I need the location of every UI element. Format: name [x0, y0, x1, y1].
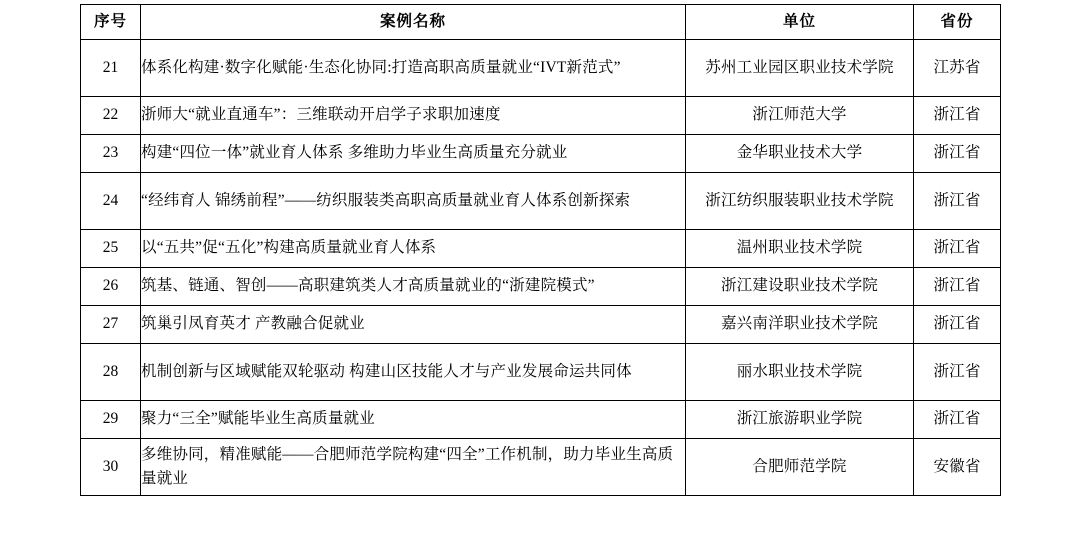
cell-case-name: 机制创新与区域赋能双轮驱动 构建山区技能人才与产业发展命运共同体 [141, 344, 686, 401]
cell-unit: 金华职业技术大学 [686, 135, 914, 173]
table-row [81, 344, 1001, 401]
cell-province: 安徽省 [914, 439, 1001, 496]
table-row [81, 401, 1001, 439]
cell-case-name: 构建“四位一体”就业育人体系 多维助力毕业生高质量充分就业 [141, 135, 686, 173]
cell-province: 浙江省 [914, 344, 1001, 401]
table-header-row [81, 5, 1001, 40]
cell-unit: 浙江师范大学 [686, 97, 914, 135]
cell-index: 28 [81, 344, 141, 401]
cell-case-name: 筑基、链通、智创——高职建筑类人才高质量就业的“浙建院模式” [141, 268, 686, 306]
table-row [81, 173, 1001, 230]
table-row [81, 306, 1001, 344]
cell-province: 浙江省 [914, 268, 1001, 306]
table-row [81, 97, 1001, 135]
cell-province: 浙江省 [914, 97, 1001, 135]
cell-province: 浙江省 [914, 135, 1001, 173]
cell-province: 浙江省 [914, 401, 1001, 439]
column-header-case-name: 案例名称 [141, 5, 686, 40]
column-header-province: 省份 [914, 5, 1001, 40]
cell-province: 浙江省 [914, 173, 1001, 230]
cell-index: 21 [81, 40, 141, 97]
cell-unit: 浙江纺织服装职业技术学院 [686, 173, 914, 230]
cell-case-name: 体系化构建·数字化赋能·生态化协同:打造高职高质量就业“IVT新范式” [141, 40, 686, 97]
cell-unit: 苏州工业园区职业技术学院 [686, 40, 914, 97]
cell-case-name: “经纬育人 锦绣前程”——纺织服装类高职高质量就业育人体系创新探索 [141, 173, 686, 230]
cell-index: 22 [81, 97, 141, 135]
table-row [81, 439, 1001, 496]
cell-index: 30 [81, 439, 141, 496]
cell-province: 浙江省 [914, 230, 1001, 268]
cell-unit: 浙江旅游职业学院 [686, 401, 914, 439]
cell-unit: 温州职业技术学院 [686, 230, 914, 268]
cell-index: 29 [81, 401, 141, 439]
cell-case-name: 多维协同，精准赋能——合肥师范学院构建“四全”工作机制，助力毕业生高质量就业 [141, 439, 686, 496]
table-row [81, 230, 1001, 268]
cell-province: 江苏省 [914, 40, 1001, 97]
cell-unit: 合肥师范学院 [686, 439, 914, 496]
cell-index: 24 [81, 173, 141, 230]
table-header [81, 5, 1001, 40]
cell-case-name: 聚力“三全”赋能毕业生高质量就业 [141, 401, 686, 439]
cell-province: 浙江省 [914, 306, 1001, 344]
cell-index: 25 [81, 230, 141, 268]
cell-case-name: 以“五共”促“五化”构建高质量就业育人体系 [141, 230, 686, 268]
cell-unit: 丽水职业技术学院 [686, 344, 914, 401]
cases-table [80, 4, 1001, 496]
cell-index: 27 [81, 306, 141, 344]
column-header-index: 序号 [81, 5, 141, 40]
table-body [81, 40, 1001, 496]
cell-index: 26 [81, 268, 141, 306]
table-row [81, 268, 1001, 306]
cell-unit: 浙江建设职业技术学院 [686, 268, 914, 306]
column-header-unit: 单位 [686, 5, 914, 40]
cell-unit: 嘉兴南洋职业技术学院 [686, 306, 914, 344]
cell-case-name: 筑巢引凤育英才 产教融合促就业 [141, 306, 686, 344]
table-row [81, 40, 1001, 97]
table-row [81, 135, 1001, 173]
cell-index: 23 [81, 135, 141, 173]
cell-case-name: 浙师大“就业直通车”：三维联动开启学子求职加速度 [141, 97, 686, 135]
